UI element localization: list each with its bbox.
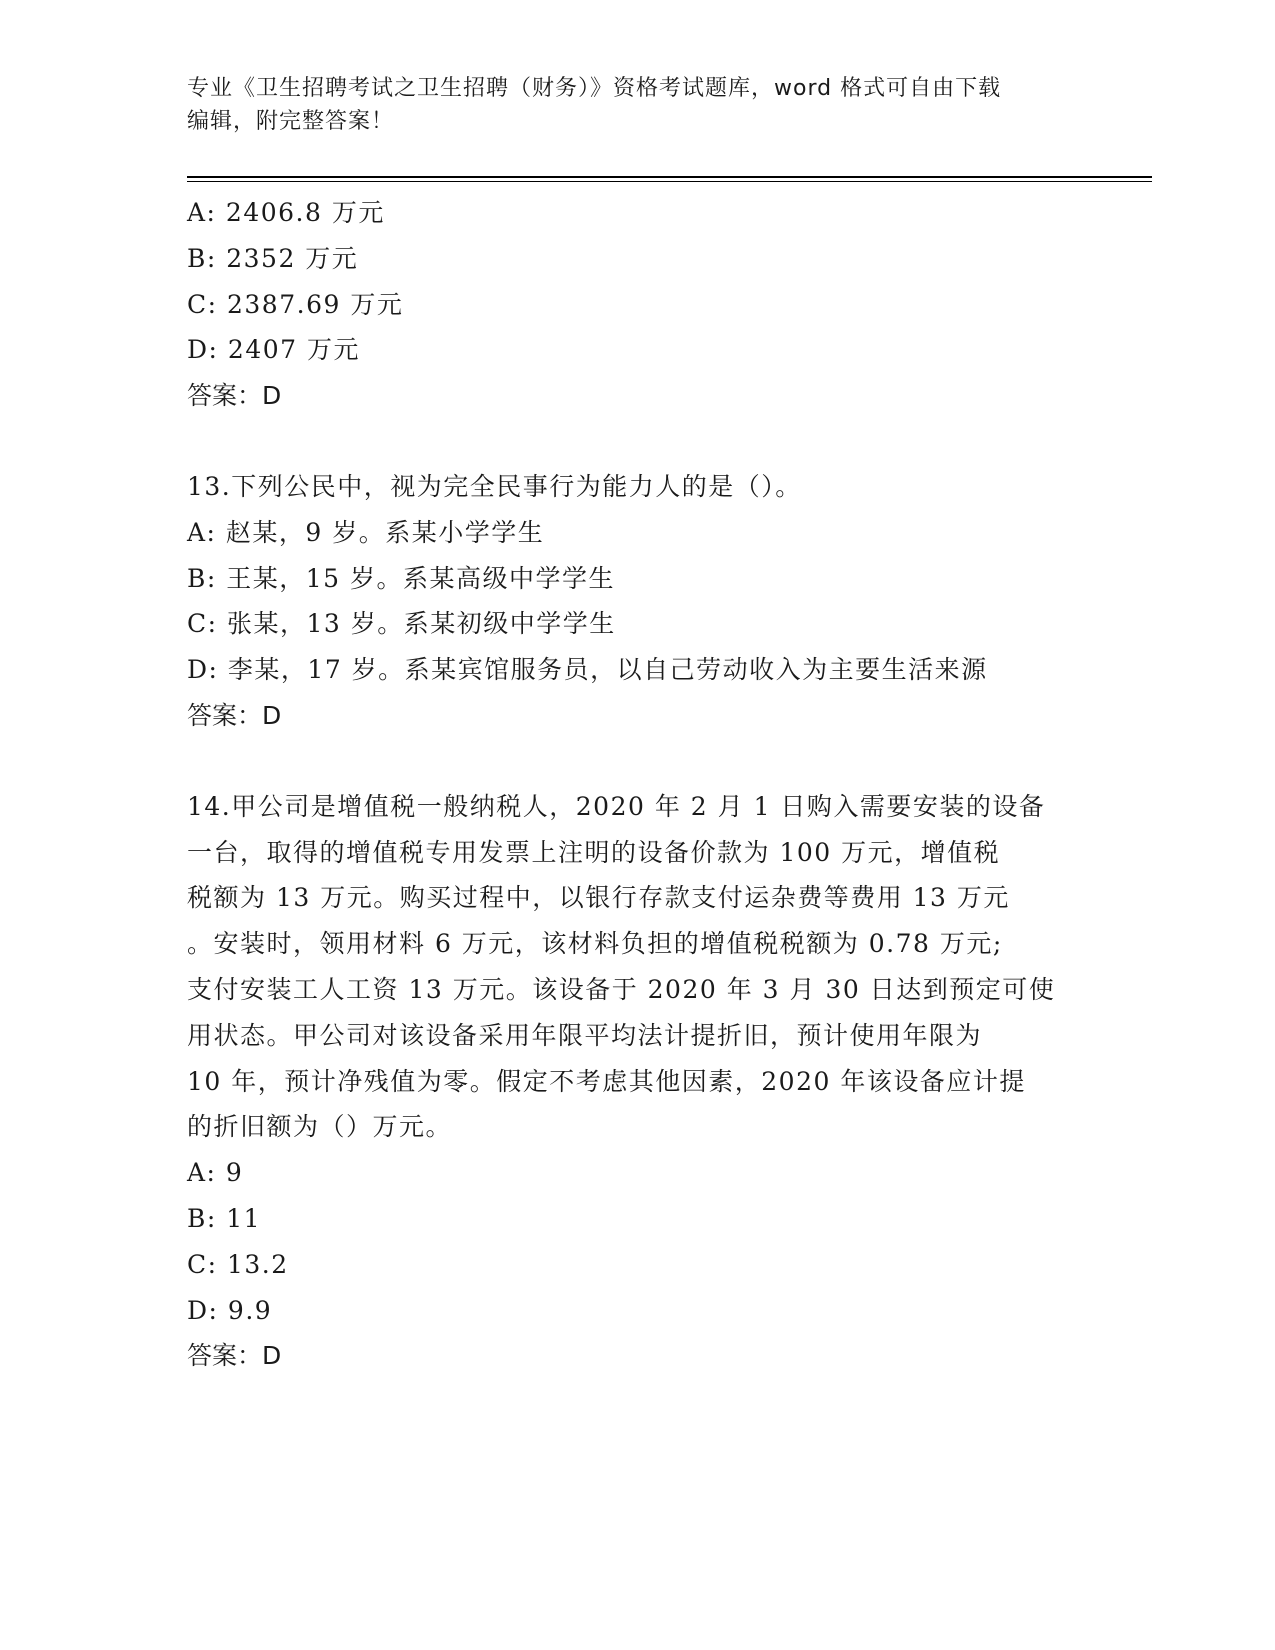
question-12 (187, 190, 1087, 419)
answer: 答案：D (187, 700, 282, 730)
header-divider-thick (187, 176, 1152, 178)
question-stem-line: 税额为 13 万元。购买过程中，以银行存款支付运杂费等费用 13 万元 (187, 883, 1010, 913)
option-a: A: 2406.8 万元 (187, 198, 385, 227)
option-a: A: 9 (187, 1158, 244, 1188)
answer: 答案：D (187, 381, 282, 411)
answer: 答案：D (187, 1341, 282, 1371)
question-content (187, 190, 1087, 1379)
header-divider-thin (187, 181, 1152, 182)
question-stem-line: 用状态。甲公司对该设备采用年限平均法计提折旧，预计使用年限为 (187, 1020, 983, 1050)
question-14 (187, 784, 1087, 1379)
option-c: C: 13.2 (187, 1249, 289, 1279)
header-line-2: 编辑，附完整答案！ (187, 109, 395, 134)
option-a: A: 赵某，9 岁。系某小学学生 (187, 517, 545, 547)
option-b: B: 王某，15 岁。系某高级中学学生 (187, 563, 616, 593)
option-d: D: 李某，17 岁。系某宾馆服务员，以自己劳动收入为主要生活来源 (187, 655, 988, 685)
question-stem-line: 一台，取得的增值税专用发票上注明的设备价款为 100 万元，增值税 (187, 837, 1001, 867)
option-b: B: 2352 万元 (187, 243, 359, 273)
document-header (187, 72, 1087, 138)
question-stem-line: 的折旧额为（）万元。 (187, 1112, 453, 1142)
header-line-1: 专业《卫生招聘考试之卫生招聘（财务）》资格考试题库，word 格式可自由下载 (187, 76, 1002, 101)
option-c: C: 张某，13 岁。系某初级中学学生 (187, 609, 616, 639)
option-b: B: 11 (187, 1203, 262, 1233)
spacer (187, 419, 1087, 464)
spacer (187, 739, 1087, 784)
question-stem: 13.下列公民中，视为完全民事行为能力人的是（）。 (187, 471, 802, 501)
option-d: D: 9.9 (187, 1295, 273, 1325)
question-stem-line: 14.甲公司是增值税一般纳税人，2020 年 2 月 1 日购入需要安装的设备 (187, 791, 1046, 821)
question-stem-line: 10 年，预计净残值为零。假定不考虑其他因素，2020 年该设备应计提 (187, 1066, 1026, 1096)
question-stem-line: 支付安装工人工资 13 万元。该设备于 2020 年 3 月 30 日达到预定可使 (187, 974, 1056, 1004)
question-13 (187, 464, 1087, 739)
option-c: C: 2387.69 万元 (187, 289, 404, 319)
option-d: D: 2407 万元 (187, 335, 360, 365)
question-stem-line: 。安装时，领用材料 6 万元，该材料负担的增值税税额为 0.78 万元; (187, 929, 1003, 959)
